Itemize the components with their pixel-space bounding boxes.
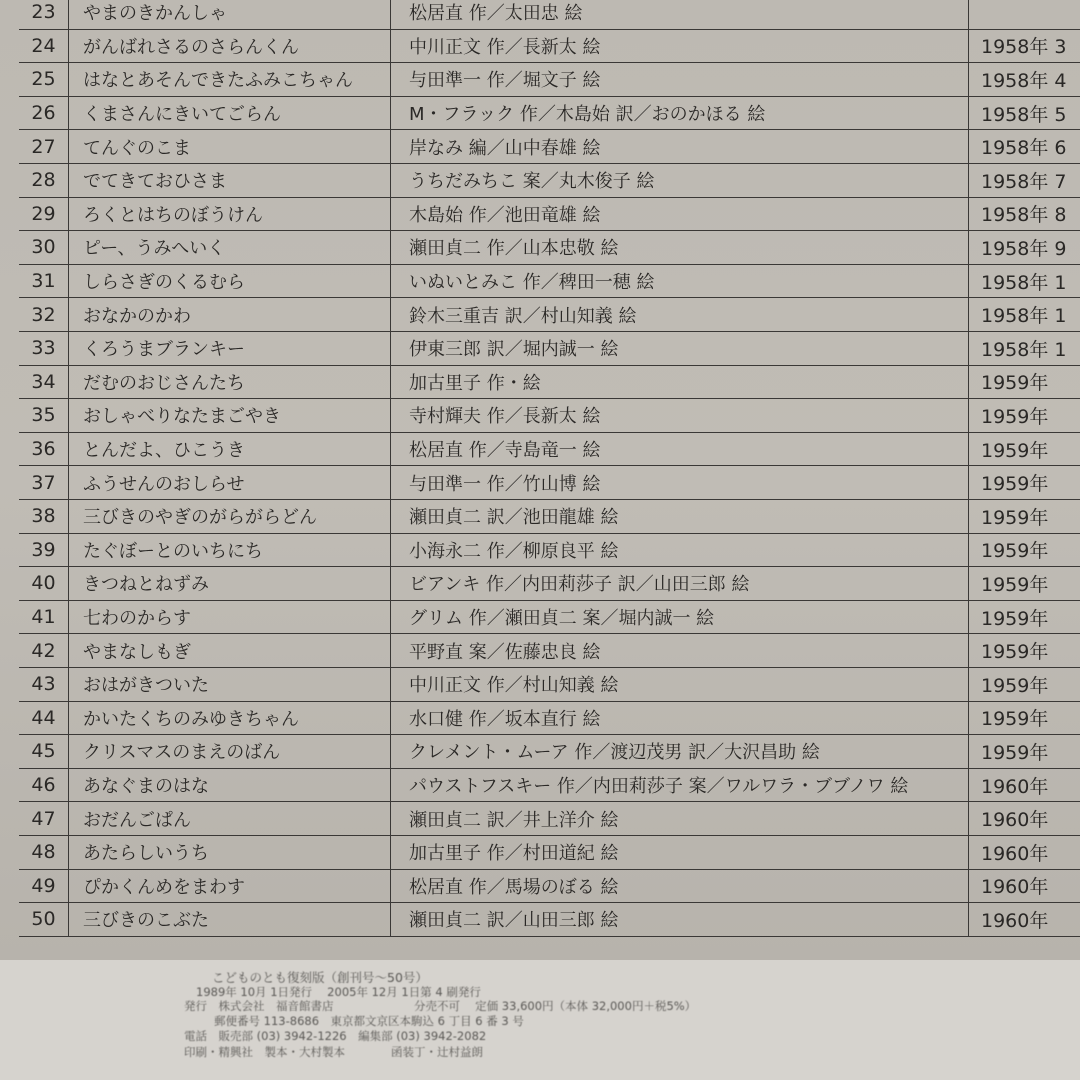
book-credits: 岸なみ 編／山中春雄 絵 <box>391 130 969 163</box>
row-number: 41 <box>19 601 69 634</box>
publication-year: 1958年 6 <box>981 137 1067 160</box>
row-number: 28 <box>19 164 69 197</box>
row-number: 44 <box>19 702 69 735</box>
book-title: おしゃべりなたまごやき <box>69 399 391 432</box>
book-title: 三びきのこぶた <box>69 903 391 936</box>
book-credits: 与田準一 作／堀文子 絵 <box>391 63 969 96</box>
publication-year: 1958年 7 <box>981 170 1067 193</box>
book-title: がんばれさるのさらんくん <box>69 30 391 63</box>
book-credits: 松居直 作／寺島竜一 絵 <box>391 433 969 466</box>
colophon-title: こどものとも復刻版（創刊号〜50号） <box>212 970 428 985</box>
publication-year: 1958年 1 <box>981 271 1067 294</box>
table-row <box>19 298 1080 332</box>
table-row <box>19 332 1080 366</box>
book-title: やまなしもぎ <box>69 634 391 667</box>
table-row <box>19 466 1080 500</box>
table-row <box>19 802 1080 836</box>
table-row <box>19 601 1080 635</box>
colophon-dates: 1989年 10月 1日発行 2005年 12月 1日第 4 刷発行 <box>196 985 481 999</box>
row-number: 48 <box>19 836 69 869</box>
publication-year: 1959年 <box>981 573 1049 596</box>
table-row <box>19 567 1080 601</box>
table-row <box>19 63 1080 97</box>
book-credits: ビアンキ 作／内田莉莎子 訳／山田三郎 絵 <box>391 567 969 600</box>
book-title: ふうせんのおしらせ <box>69 466 391 499</box>
book-title: あなぐまのはな <box>69 769 391 802</box>
table-row <box>19 198 1080 232</box>
row-number: 38 <box>19 500 69 533</box>
table-row <box>19 366 1080 400</box>
row-number: 49 <box>19 870 69 903</box>
table-row <box>19 0 1080 30</box>
publication-year: 1958年 9 <box>981 237 1067 260</box>
row-number: 33 <box>19 332 69 365</box>
row-number: 46 <box>19 769 69 802</box>
table-row <box>19 231 1080 265</box>
row-number: 34 <box>19 366 69 399</box>
book-title: たぐぼーとのいちにち <box>69 534 391 567</box>
row-number: 47 <box>19 802 69 835</box>
row-number: 24 <box>19 30 69 63</box>
book-title: でてきておひさま <box>69 164 391 197</box>
book-credits: 鈴木三重吉 訳／村山知義 絵 <box>391 298 969 331</box>
publication-year <box>969 0 1080 29</box>
row-number: 27 <box>19 130 69 163</box>
table-row <box>19 870 1080 904</box>
row-number: 35 <box>19 399 69 432</box>
book-credits: 伊東三郎 訳／堀内誠一 絵 <box>391 332 969 365</box>
book-title: てんぐのこま <box>69 130 391 163</box>
table-row <box>19 702 1080 736</box>
row-number: 23 <box>19 0 69 29</box>
book-title: やまのきかんしゃ <box>69 0 391 29</box>
book-title: ろくとはちのぼうけん <box>69 198 391 231</box>
publication-year: 1960年 <box>981 842 1049 865</box>
book-credits: 瀬田貞二 訳／山田三郎 絵 <box>391 903 969 936</box>
row-number: 40 <box>19 567 69 600</box>
book-title: かいたくちのみゆきちゃん <box>69 702 391 735</box>
publication-year: 1959年 <box>981 372 1049 395</box>
table-row <box>19 836 1080 870</box>
publication-year: 1959年 <box>981 439 1049 462</box>
book-credits: 寺村輝夫 作／長新太 絵 <box>391 399 969 432</box>
row-number: 32 <box>19 298 69 331</box>
publication-year: 1959年 <box>981 674 1049 697</box>
table-row <box>19 735 1080 769</box>
table-row <box>19 668 1080 702</box>
book-credits: 瀬田貞二 訳／池田龍雄 絵 <box>391 500 969 533</box>
book-title: 七わのからす <box>69 601 391 634</box>
book-credits: 加古里子 作／村田道紀 絵 <box>391 836 969 869</box>
table-row <box>19 534 1080 568</box>
row-number: 45 <box>19 735 69 768</box>
table-row <box>19 903 1080 937</box>
book-title: おはがきついた <box>69 668 391 701</box>
row-number: 31 <box>19 265 69 298</box>
book-title: だむのおじさんたち <box>69 366 391 399</box>
book-title: はなとあそんできたふみこちゃん <box>69 63 391 96</box>
book-credits: いぬいとみこ 作／稗田一穂 絵 <box>391 265 969 298</box>
colophon <box>0 960 1080 1080</box>
book-credits: 中川正文 作／村山知義 絵 <box>391 668 969 701</box>
publication-year: 1960年 <box>981 809 1049 832</box>
colophon-printing: 印刷・精興社 製本・大村製本 函装丁・辻村益朗 <box>184 1045 483 1059</box>
book-title: とんだよ、ひこうき <box>69 433 391 466</box>
book-title: おなかのかわ <box>69 298 391 331</box>
publication-year: 1959年 <box>981 473 1049 496</box>
publication-year: 1958年 4 <box>981 69 1067 92</box>
book-title: くろうまブランキー <box>69 332 391 365</box>
table-row <box>19 265 1080 299</box>
publication-year: 1959年 <box>981 641 1049 664</box>
book-title: きつねとねずみ <box>69 567 391 600</box>
row-number: 42 <box>19 634 69 667</box>
table-row <box>19 399 1080 433</box>
row-number: 26 <box>19 97 69 130</box>
book-title: あたらしいうち <box>69 836 391 869</box>
book-credits: 松居直 作／馬場のぼる 絵 <box>391 870 969 903</box>
book-credits: M・フラック 作／木島始 訳／おのかほる 絵 <box>391 97 969 130</box>
publication-year: 1960年 <box>981 909 1049 932</box>
row-number: 39 <box>19 534 69 567</box>
table-row <box>19 433 1080 467</box>
book-title: ピー、うみへいく <box>69 231 391 264</box>
book-credits: 与田準一 作／竹山博 絵 <box>391 466 969 499</box>
book-credits: 瀬田貞二 訳／井上洋介 絵 <box>391 802 969 835</box>
book-credits: 瀬田貞二 作／山本忠敬 絵 <box>391 231 969 264</box>
row-number: 29 <box>19 198 69 231</box>
book-credits: 小海永二 作／柳原良平 絵 <box>391 534 969 567</box>
table-row <box>19 769 1080 803</box>
colophon-phone: 電話 販売部 (03) 3942-1226 編集部 (03) 3942-2082 <box>184 1029 487 1043</box>
row-number: 37 <box>19 466 69 499</box>
row-number: 50 <box>19 903 69 936</box>
publication-year: 1959年 <box>981 405 1049 428</box>
publication-year: 1958年 5 <box>981 103 1067 126</box>
book-credits: うちだみちこ 案／丸木俊子 絵 <box>391 164 969 197</box>
publication-year: 1959年 <box>981 708 1049 731</box>
publication-year: 1959年 <box>981 607 1049 630</box>
table-row <box>19 97 1080 131</box>
table-row <box>19 634 1080 668</box>
publication-year: 1958年 1 <box>981 338 1067 361</box>
book-credits: 平野直 案／佐藤忠良 絵 <box>391 634 969 667</box>
book-title: クリスマスのまえのばん <box>69 735 391 768</box>
book-title: しらさぎのくるむら <box>69 265 391 298</box>
book-title: おだんごぱん <box>69 802 391 835</box>
publication-year: 1958年 3 <box>981 36 1067 59</box>
row-number: 25 <box>19 63 69 96</box>
book-credits: 中川正文 作／長新太 絵 <box>391 30 969 63</box>
publication-year: 1959年 <box>981 741 1049 764</box>
book-credits: 水口健 作／坂本直行 絵 <box>391 702 969 735</box>
publication-year: 1959年 <box>981 506 1049 529</box>
book-credits: グリム 作／瀬田貞二 案／堀内誠一 絵 <box>391 601 969 634</box>
publication-year: 1958年 8 <box>981 204 1067 227</box>
book-title: ぴかくんめをまわす <box>69 870 391 903</box>
publication-year: 1960年 <box>981 775 1049 798</box>
table-row <box>19 30 1080 64</box>
book-title: くまさんにきいてごらん <box>69 97 391 130</box>
book-credits: クレメント・ムーア 作／渡辺茂男 訳／大沢昌助 絵 <box>391 735 969 768</box>
book-title: 三びきのやぎのがらがらどん <box>69 500 391 533</box>
row-number: 30 <box>19 231 69 264</box>
colophon-address: 郵便番号 113-8686 東京都文京区本駒込 6 丁目 6 番 3 号 <box>214 1014 524 1028</box>
book-credits: 松居直 作／太田忠 絵 <box>391 0 969 29</box>
table-row <box>19 164 1080 198</box>
book-credits: 木島始 作／池田竜雄 絵 <box>391 198 969 231</box>
table-row <box>19 130 1080 164</box>
row-number: 43 <box>19 668 69 701</box>
book-credits: 加古里子 作・絵 <box>391 366 969 399</box>
colophon-publisher: 発行 株式会社 福音館書店 分売不可 定価 33,600円（本体 32,000円＋税5%） <box>184 999 697 1013</box>
book-credits: パウストフスキー 作／内田莉莎子 案／ワルワラ・ブブノワ 絵 <box>391 769 969 802</box>
publication-year: 1960年 <box>981 876 1049 899</box>
table-row <box>19 500 1080 534</box>
publication-year: 1958年 1 <box>981 305 1067 328</box>
publication-year: 1959年 <box>981 540 1049 563</box>
row-number: 36 <box>19 433 69 466</box>
